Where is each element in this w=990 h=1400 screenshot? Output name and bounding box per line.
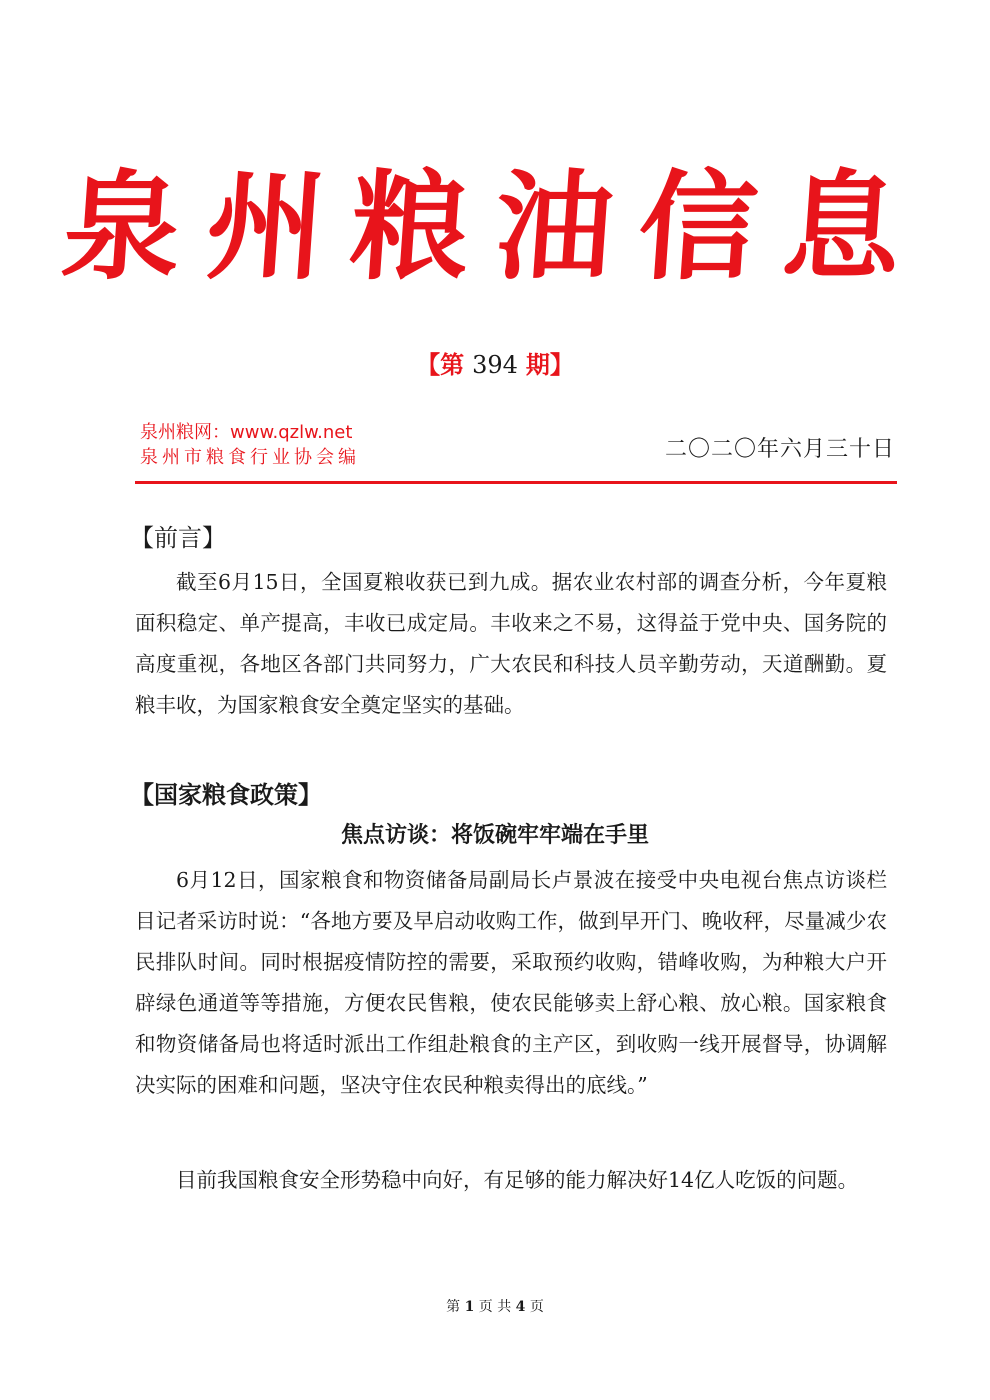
article-paragraph: 目前我国粮食安全形势稳中向好，有足够的能力解决好14亿人吃饭的问题。 <box>176 1168 859 1192</box>
article-title: 焦点访谈：将饭碗牢牢端在手里 <box>340 823 649 848</box>
page-footer <box>0 1296 990 1316</box>
issue-prefix: 【第 <box>416 350 465 379</box>
issue-suffix: 期】 <box>525 350 574 379</box>
preface-heading: 【前言】 <box>130 524 226 552</box>
footer-total-pages: 4 <box>515 1299 526 1315</box>
masthead-title: 泉州粮油信息 <box>58 157 932 296</box>
publisher-name: 泉州市粮食行业协会编 <box>140 447 360 468</box>
issue-number-value: 394 <box>472 351 518 379</box>
header-divider <box>135 481 897 484</box>
footer-page-number: 1 <box>464 1299 475 1315</box>
footer-middle: 页 共 <box>478 1299 512 1315</box>
footer-suffix: 页 <box>529 1299 544 1315</box>
publication-date: 二〇二〇年六月三十日 <box>664 437 895 462</box>
footer-prefix: 第 <box>446 1299 461 1315</box>
preface-paragraph: 截至6月15日，全国夏粮收获已到九成。据农业农村部的调查分析，今年夏粮面积稳定、单产提高，丰收已成定局。丰收来之不易，这得益于党中央、国务院的高度重视，各地区各部门共同努力，广大农民和科技人员辛勤劳动，天道酬勤。夏粮丰收，为国家粮食安全奠定坚实的基础。 <box>135 570 887 717</box>
publication-info <box>140 420 360 470</box>
website-link[interactable]: 泉州粮网：www.qzlw.net <box>140 422 353 443</box>
issue-number <box>0 345 990 380</box>
policy-heading: 【国家粮食政策】 <box>130 781 322 809</box>
article-paragraph: 6月12日，国家粮食和物资储备局副局长卢景波在接受中央电视台焦点访谈栏目记者采访时说：“各地方要及早启动收购工作，做到早开门、晚收秤，尽量减少农民排队时间。同时根据疫情防控的需要，采取预约收购，错峰收购，为种粮大户开辟绿色通道等等措施，方便农民售粮，使农民能够卖上舒心粮、放心粮。国家粮食和物资储备局也将适时派出工作组赴粮食的主产区，到收购一线开展督导，协调解决实际的困难和问题，坚决守住农民种粮卖得出的底线。” <box>135 868 887 1097</box>
